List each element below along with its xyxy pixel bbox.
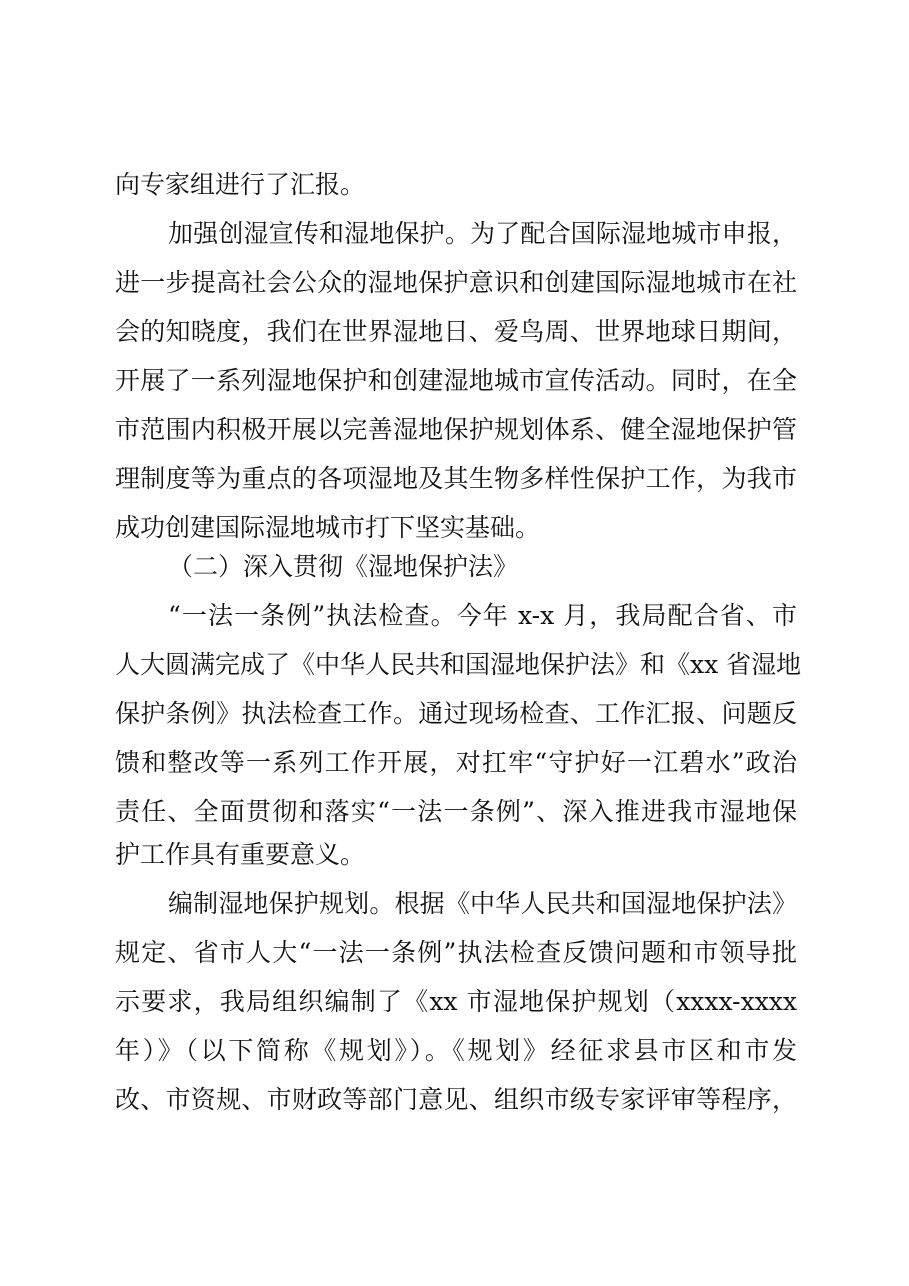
body-text-line: 加强创湿宣传和湿地保护。为了配合国际湿地城市申报， [168, 219, 797, 248]
body-text-line: 开展了一系列湿地保护和创建湿地城市宣传活动。同时，在全 [115, 366, 797, 395]
body-text-line: 成功创建国际湿地城市打下坚实基础。 [115, 513, 541, 542]
body-text-line: 进一步提高社会公众的湿地保护意识和创建国际湿地城市在社 [115, 268, 797, 297]
body-text-line: 示要求，我局组织编制了《xx 市湿地保护规划（xxxx-xxxx [115, 987, 797, 1016]
body-text-line: 责任、全面贯彻和落实“一法一条例”、深入推进我市湿地保 [115, 797, 797, 826]
body-text-line: “一法一条例”执法检查。今年 x-x 月，我局配合省、市 [168, 601, 797, 630]
body-text-line: 向专家组进行了汇报。 [115, 170, 366, 199]
section-heading: （二）深入贯彻《湿地保护法》 [168, 552, 519, 581]
body-text-line: 年）》（以下简称《规划》）。《规划》经征求县市区和市发 [115, 1036, 797, 1065]
body-text-line: 理制度等为重点的各项湿地及其生物多样性保护工作，为我市 [115, 464, 797, 493]
body-text-line: 人大圆满完成了《中华人民共和国湿地保护法》和《xx 省湿地 [115, 650, 802, 679]
body-text-line: 馈和整改等一系列工作开展，对扛牢“守护好一江碧水”政治 [115, 748, 797, 777]
body-text-line: 会的知晓度，我们在世界湿地日、爱鸟周、世界地球日期间， [115, 317, 797, 346]
body-text-line: 护工作具有重要意义。 [115, 840, 366, 869]
body-text-line: 保护条例》执法检查工作。通过现场检查、工作汇报、问题反 [115, 699, 797, 728]
body-text-line: 编制湿地保护规划。根据《中华人民共和国湿地保护法》 [168, 889, 797, 918]
body-text-line: 市范围内积极开展以完善湿地保护规划体系、健全湿地保护管 [115, 415, 797, 444]
body-text-line: 改、市资规、市财政等部门意见、组织市级专家评审等程序， [115, 1085, 797, 1114]
body-text-line: 规定、省市人大“一法一条例”执法检查反馈问题和市领导批 [115, 938, 797, 967]
